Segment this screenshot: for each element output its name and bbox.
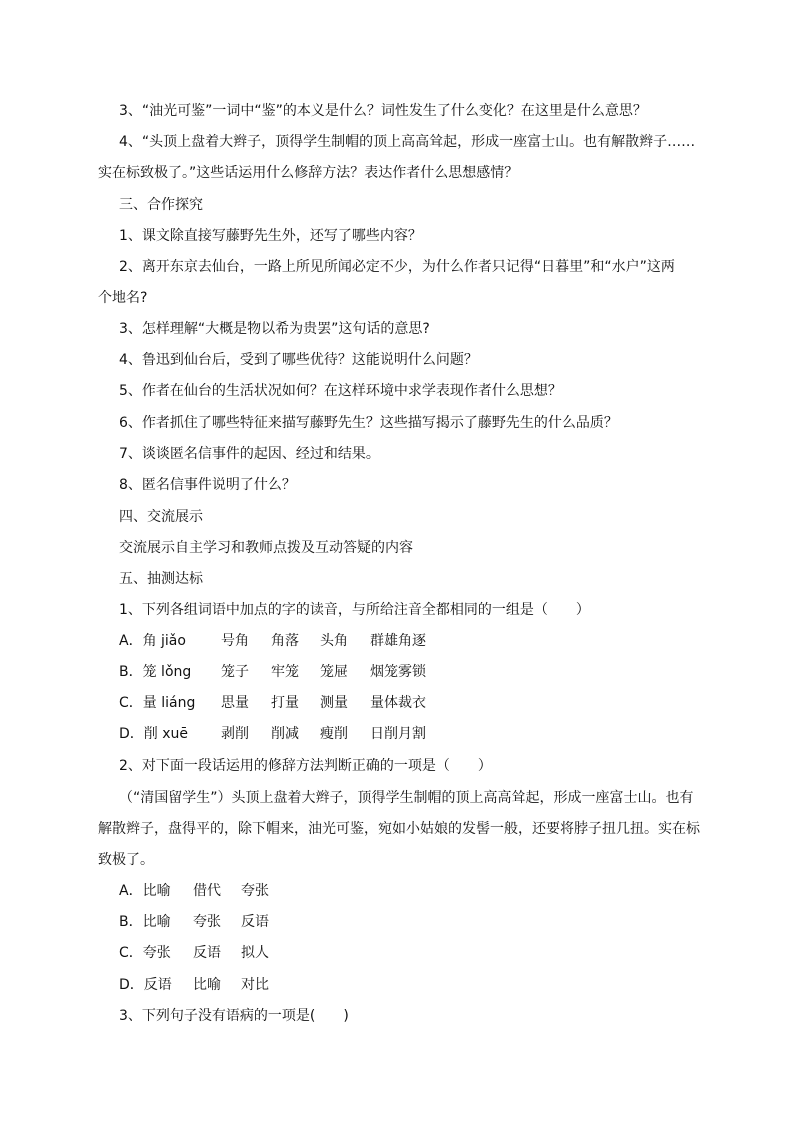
option-word: 测量 xyxy=(320,695,348,711)
option-item: 夸张 xyxy=(241,883,269,899)
option-item: B．比喻 xyxy=(119,914,171,930)
coop-item-2-line1: 2、离开东京去仙台，一路上所见所闻必定不少，为什么作者只记得“日暮里”和“水户”这两 xyxy=(119,259,675,275)
passage-line2: 解散辫子，盘得平的，除下帽来，油光可鉴，宛如小姑娘的发髻一般，还要将脖子扭几扭。实在标 xyxy=(98,821,700,837)
q2-option-c xyxy=(119,943,269,963)
coop-item-2-line2: 个地名? xyxy=(98,290,148,306)
option-word: 量体裁衣 xyxy=(370,695,426,711)
option-word: 角落 xyxy=(271,633,299,649)
question-4-line1: 4、“头顶上盘着大辫子，顶得学生制帽的顶上高高耸起，形成一座富士山。也有解散辫子…… xyxy=(119,134,696,150)
q1-option-c xyxy=(119,693,426,713)
test-question-2: 2、对下面一段话运用的修辞方法判断正确的一项是（ ） xyxy=(119,758,492,774)
coop-item-5: 5、作者在仙台的生活状况如何？在这样环境中求学表现作者什么思想？ xyxy=(119,383,562,399)
option-head: C．量 liáng xyxy=(119,695,196,711)
test-question-1: 1、下列各组词语中加点的字的读音，与所给注音全都相同的一组是（ ） xyxy=(119,602,590,618)
q2-option-a xyxy=(119,881,269,901)
option-item: D．反语 xyxy=(119,977,172,993)
coop-item-6: 6、作者抓住了哪些特征来描写藤野先生？这些描写揭示了藤野先生的什么品质？ xyxy=(119,415,618,431)
option-word: 笼屉 xyxy=(320,664,348,680)
section-4-heading: 四、交流展示 xyxy=(119,509,203,525)
option-item: 对比 xyxy=(241,977,269,993)
option-head: D．削 xuē xyxy=(119,726,189,742)
option-word: 笼子 xyxy=(221,664,249,680)
option-word: 烟笼雾锁 xyxy=(370,664,426,680)
option-word: 牢笼 xyxy=(271,664,299,680)
section-5-heading: 五、抽测达标 xyxy=(119,571,203,587)
q2-option-b xyxy=(119,912,269,932)
option-word: 头角 xyxy=(320,633,348,649)
option-word: 群雄角逐 xyxy=(370,633,426,649)
test-question-3: 3、下列句子没有语病的一项是( ) xyxy=(119,1008,349,1024)
option-word: 号角 xyxy=(221,633,249,649)
q1-option-d xyxy=(119,724,426,744)
coop-item-1: 1、课文除直接写藤野先生外，还写了哪些内容？ xyxy=(119,228,422,244)
coop-item-4: 4、鲁迅到仙台后，受到了哪些优待？这能说明什么问题？ xyxy=(119,352,478,368)
section-4-body: 交流展示自主学习和教师点拨及互动答疑的内容 xyxy=(119,540,413,556)
option-word: 瘦削 xyxy=(320,726,348,742)
option-item: A．比喻 xyxy=(119,883,171,899)
coop-item-8: 8、匿名信事件说明了什么？ xyxy=(119,477,296,493)
option-head: B．笼 lǒng xyxy=(119,664,192,680)
passage-line3: 致极了。 xyxy=(98,852,154,868)
option-word: 削减 xyxy=(271,726,299,742)
option-head: A．角 jiǎo xyxy=(119,633,186,649)
coop-item-7: 7、谈谈匿名信事件的起因、经过和结果。 xyxy=(119,446,380,462)
q1-option-b xyxy=(119,662,426,682)
option-word: 日削月割 xyxy=(370,726,426,742)
q1-option-a xyxy=(119,631,426,651)
q2-option-d xyxy=(119,975,269,995)
passage-line1: （“清国留学生”）头顶上盘着大辫子，顶得学生制帽的顶上高高耸起，形成一座富士山。也有 xyxy=(119,790,694,806)
option-item: 拟人 xyxy=(241,945,269,961)
option-item: 夸张 xyxy=(193,914,221,930)
option-word: 打量 xyxy=(271,695,299,711)
option-item: C．夸张 xyxy=(119,945,171,961)
option-word: 思量 xyxy=(221,695,249,711)
section-3-heading: 三、合作探究 xyxy=(119,197,203,213)
option-item: 借代 xyxy=(193,883,221,899)
option-item: 比喻 xyxy=(193,977,221,993)
option-item: 反语 xyxy=(193,945,221,961)
option-word: 剥削 xyxy=(221,726,249,742)
question-3: 3、“油光可鉴”一词中“鉴”的本义是什么？词性发生了什么变化？在这里是什么意思？ xyxy=(119,103,647,119)
question-4-line2: 实在标致极了。”这些话运用什么修辞方法？表达作者什么思想感情？ xyxy=(98,165,519,181)
option-item: 反语 xyxy=(241,914,269,930)
coop-item-3: 3、怎样理解“大概是物以希为贵罢”这句话的意思? xyxy=(119,321,430,337)
